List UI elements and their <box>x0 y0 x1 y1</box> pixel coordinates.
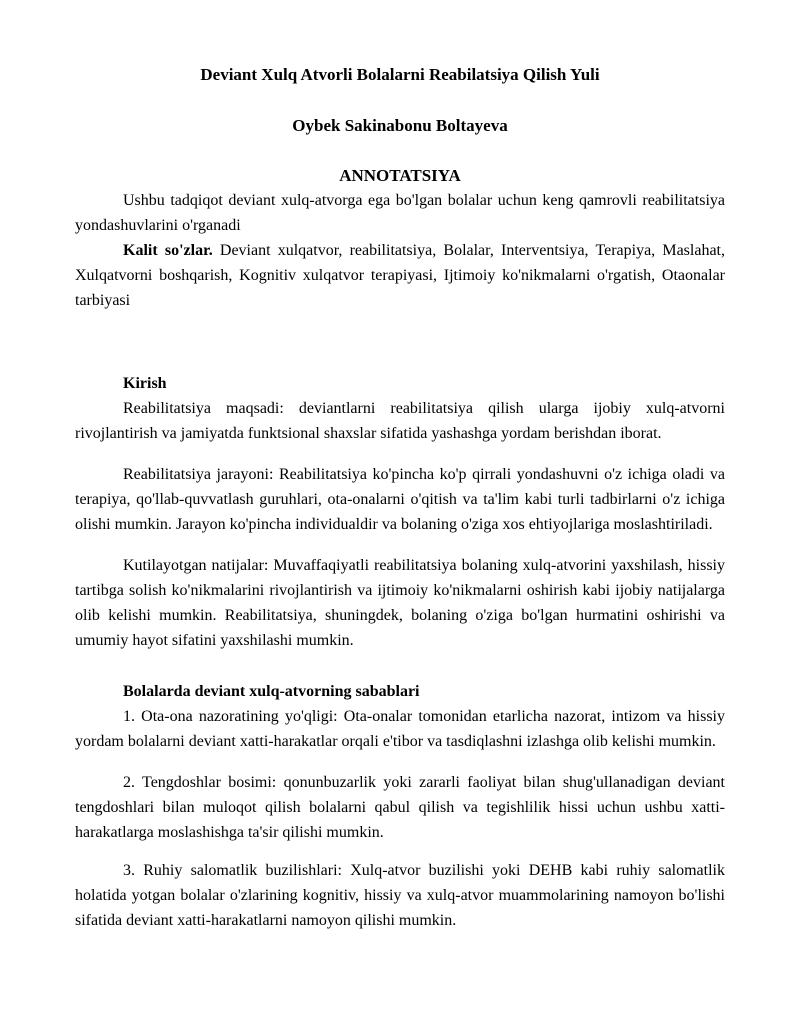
section-sabablari-heading: Bolalarda deviant xulq-atvorning sabablari <box>123 683 420 700</box>
document-author: Oybek Sakinabonu Boltayeva <box>292 116 508 135</box>
keywords-label: Kalit so'zlar. <box>123 242 213 259</box>
keywords-paragraph <box>75 238 725 313</box>
paragraph-cause-2: 2. Tengdoshlar bosimi: qonunbuzarlik yoki zararli faoliyat bilan shug'ullanadigan deviant tengdoshlari bilan muloqot qilish bolalarni qabul qilish va tegishlilik hissi uchun ushbu xatti-harakatlarga moslashishga ta'sir qilishi mumkin. <box>75 774 725 841</box>
paragraph-natijalar: Kutilayotgan natijalar: Muvaffaqiyatli reabilitatsiya bolaning xulq-atvorini yaxshilash, hissiy tartibga solish ko'nikmalarini rivojlantirish va ijtimoiy ko'nikmalarni oshirish kabi ijobiy natijalarga olib kelishi mumkin. Reabilitatsiya, shuningdek, bolaning o'ziga bo'lgan hurmatini oshirishi va umumiy hayot sifatini yaxshilashi mumkin. <box>75 557 725 649</box>
section-kirish-heading: Kirish <box>123 375 167 392</box>
paragraph-jarayoni: Reabilitatsiya jarayoni: Reabilitatsiya ko'pincha ko'p qirrali yondashuvni o'z ichiga oladi va terapiya, qo'llab-quvvatlash guruhlari, ota-onalarni o'qitish va ta'lim kabi turli tadbirlarni o'z ichiga olishi mumkin. Jarayon ko'pincha individualdir va bolaning o'ziga xos ehtiyojlariga moslashtiriladi. <box>75 466 725 533</box>
section-kirish <box>75 371 725 653</box>
annotation-paragraph: Ushbu tadqiqot deviant xulq-atvorga ega bo'lgan bolalar uchun keng qamrovli reabilitatsiya yondashuvlarini o'rganadi <box>75 192 725 234</box>
paragraph-cause-3: 3. Ruhiy salomatlik buzilishlari: Xulq-atvor buzilishi yoki DEHB kabi ruhiy salomatlik holatida yotgan bolalar o'zlarining kognitiv, hissiy va xulq-atvor muammolarining namoyon bo'lishi sifatida deviant xatti-harakatlarni namoyon qilishi mumkin. <box>75 862 725 929</box>
paragraph-maqsadi: Reabilitatsiya maqsadi: deviantlarni reabilitatsiya qilish ularga ijobiy xulq-atvorni rivojlantirish va jamiyatda funktsional shaxslar sifatida yashashga yordam berishdan iborat. <box>75 400 725 442</box>
keywords-text: Deviant xulqatvor, reabilitatsiya, Bolalar, Interventsiya, Terapiya, Maslahat, Xulqatvorni boshqarish, Kognitiv xulqatvor terapiyasi, Ijtimoiy ko'nikmalarni o'rgatish, Otaonalar tarbiyasi <box>75 242 726 309</box>
section-sabablari <box>75 679 725 933</box>
document-title: Deviant Xulq Atvorli Bolalarni Reabilatsiya Qilish Yuli <box>200 65 600 84</box>
annotation-heading: ANNOTATSIYA <box>339 166 461 185</box>
paragraph-cause-1: 1. Ota-ona nazoratining yo'qligi: Ota-onalar tomonidan etarlicha nazorat, intizom va hissiy yordam bolalarni deviant xatti-harakatlar orqali e'tibor va tasdiqlashni izlashga olib kelishi mumkin. <box>75 708 725 750</box>
